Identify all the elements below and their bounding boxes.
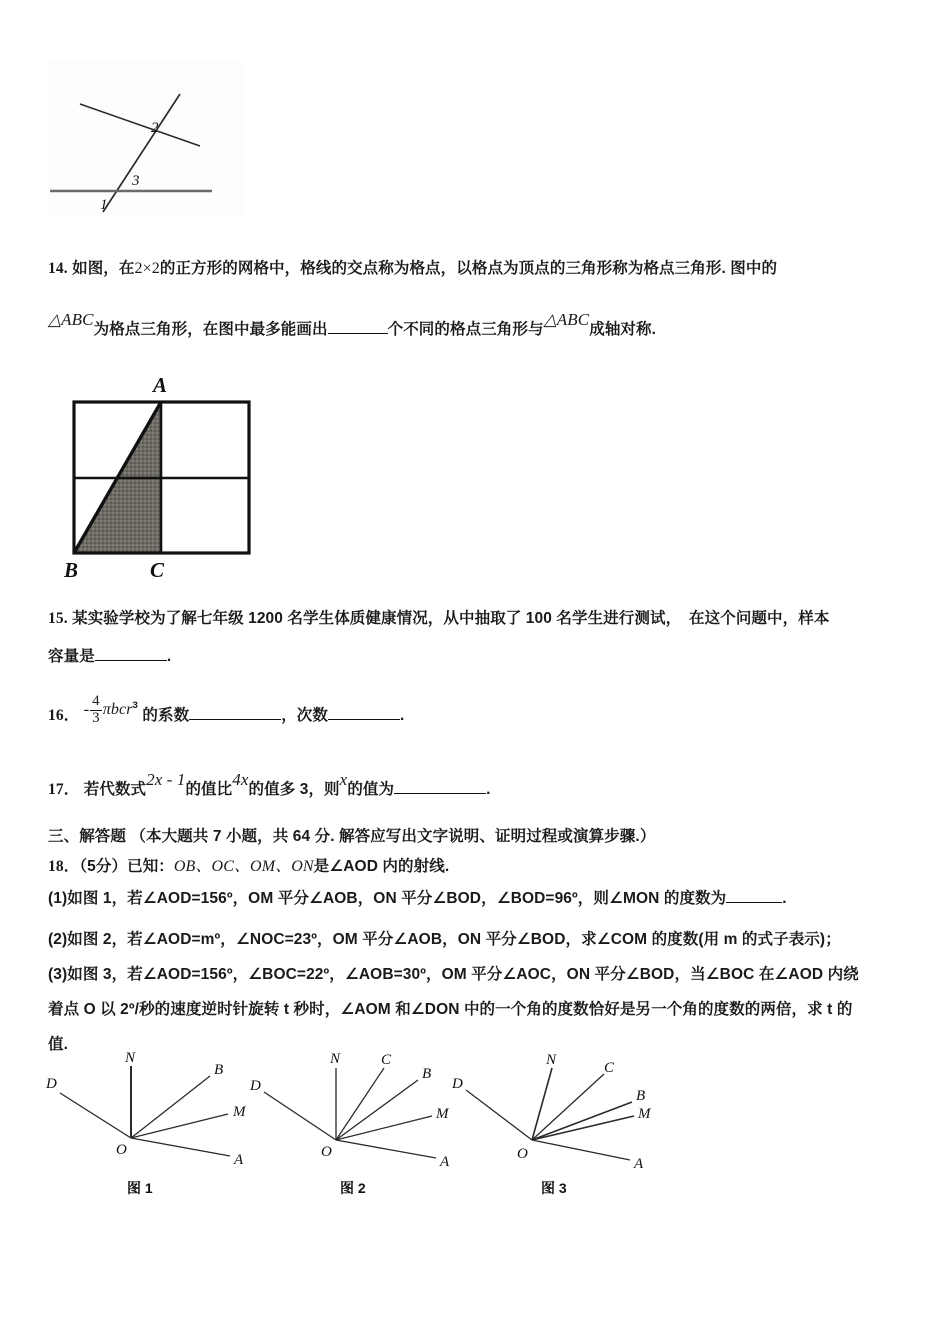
section-3-heading: 三、解答题 （本大题共 7 小题，共 64 分. 解答应写出文字说明、证明过程或演算步骤.） xyxy=(48,828,656,845)
question-18-stem-b: 是∠AOD 内的射线. xyxy=(313,858,450,875)
question-14-text-a: 如图，在 xyxy=(72,260,135,277)
question-14-answer-blank-1[interactable] xyxy=(328,333,388,334)
question-17-expression-2: 4x xyxy=(232,770,249,789)
ray-label-o: O xyxy=(517,1146,528,1162)
question-16-number: 16． xyxy=(48,707,80,725)
figure-caption-2: 图 2 xyxy=(340,1180,366,1196)
question-18-part-3-line-1: (3)如图 3，若∠AOD=156º，∠BOC=22º，∠AOB=30º，OM 平分∠AOC，ON 平分∠BOD，当∠BOC 在∠AOD 内绕 xyxy=(48,966,859,983)
question-15-text-b: 容量是 xyxy=(48,648,95,665)
figure-caption-3: 图 3 xyxy=(541,1180,567,1196)
question-14-text-d: 个不同的格点三角形与 xyxy=(387,321,544,338)
question-14-text-c: 为格点三角形，在图中最多能画出 xyxy=(93,321,328,338)
question-16-fraction xyxy=(90,694,102,727)
two-transversals-figure xyxy=(48,60,244,218)
question-18-part-2: (2)如图 2，若∠AOD=mº，∠NOC=23º，OM 平分∠AOB，ON 平分∠BOD，求∠COM 的度数(用 m 的式子表示)； xyxy=(48,931,841,948)
fraction-numerator: 4 xyxy=(92,692,100,709)
svg-text:B: B xyxy=(64,558,79,582)
question-16-text-a: 的系数 xyxy=(142,707,190,725)
question-16 xyxy=(48,692,405,733)
ray-label-o: O xyxy=(116,1142,127,1158)
question-14-number: 14. xyxy=(48,260,68,277)
question-14-line-1 xyxy=(48,252,777,286)
ray-label-m: M xyxy=(436,1106,449,1122)
svg-text:1: 1 xyxy=(100,197,108,213)
question-16-expression: πbcr xyxy=(102,701,133,719)
ray-label-o: O xyxy=(321,1144,332,1160)
question-18-part-1-blank[interactable] xyxy=(726,902,782,903)
question-14-grid-size: 2×2 xyxy=(134,260,160,277)
question-18-part-1-period: . xyxy=(782,890,787,907)
question-18-stem xyxy=(48,850,449,884)
question-15-line-1 xyxy=(48,602,829,636)
question-15-number: 15. xyxy=(48,610,68,627)
svg-text:3: 3 xyxy=(132,173,140,189)
question-18-part-1-text: (1)如图 1，若∠AOD=156º，OM 平分∠AOB，ON 平分∠BOD，∠BOD=96º，则∠MON 的度数为 xyxy=(48,890,727,907)
ray-label-c: C xyxy=(604,1060,615,1076)
question-16-answer-blank-2[interactable] xyxy=(328,719,400,720)
ray-label-d: D xyxy=(250,1078,261,1094)
ray-label-c: C xyxy=(381,1052,392,1068)
ray-label-m: M xyxy=(638,1106,651,1122)
question-15-answer-blank[interactable] xyxy=(95,660,167,661)
ray-label-b: B xyxy=(636,1088,646,1104)
ray-label-m: M xyxy=(233,1104,246,1120)
question-14-triangle-abc-2: △ABC xyxy=(543,310,590,329)
fraction-denominator: 3 xyxy=(92,709,100,726)
ray-figure-3 xyxy=(452,1048,692,1213)
question-15-text: 某实验学校为了解七年级 1200 名学生体质健康情况，从中抽取了 100 名学生进行测试， 在这个问题中，样本 xyxy=(72,610,830,627)
question-17-number: 17． xyxy=(48,781,80,798)
question-17-text-c: 的值多 3，则 xyxy=(248,781,340,798)
question-18-stem-a: 已知： xyxy=(127,858,174,875)
question-16-answer-blank-1[interactable] xyxy=(189,719,281,720)
question-14-text-b: 的正方形的网格中，格线的交点称为格点，以格点为顶点的三角形称为格点三角形. 图中的 xyxy=(159,260,778,277)
ray-label-d: D xyxy=(46,1076,57,1092)
svg-text:A: A xyxy=(153,373,168,397)
question-18-part-1 xyxy=(48,882,787,916)
question-15-period: . xyxy=(166,648,172,665)
svg-text:2: 2 xyxy=(151,120,159,136)
question-18-number: 18． xyxy=(48,858,80,875)
question-18-part-3-line-3: 值. xyxy=(48,1036,69,1053)
question-17-expression-3: x xyxy=(339,770,348,789)
grid-triangle-figure xyxy=(64,368,254,583)
question-14-triangle-abc-1: △ABC xyxy=(48,310,94,329)
question-16-exponent: 3 xyxy=(132,700,138,711)
question-15-line-2 xyxy=(48,640,171,674)
ray-label-n: N xyxy=(546,1052,557,1068)
question-17 xyxy=(48,772,491,807)
ray-label-n: N xyxy=(330,1051,341,1067)
svg-text:C: C xyxy=(150,558,165,582)
ray-label-b: B xyxy=(214,1062,224,1078)
question-16-text-b: ，次数 xyxy=(281,707,329,725)
figure-caption-1: 图 1 xyxy=(127,1180,153,1196)
question-17-expression-1: 2x - 1 xyxy=(146,770,186,789)
question-16-text-c: . xyxy=(400,707,405,725)
ray-label-d: D xyxy=(452,1076,463,1092)
question-14-text-e: 成轴对称. xyxy=(589,321,657,338)
question-17-text-b: 的值比 xyxy=(185,781,233,798)
ray-figure-1 xyxy=(40,1048,280,1213)
ray-label-n: N xyxy=(125,1050,136,1066)
ray-label-a: A xyxy=(634,1156,644,1172)
ray-label-a: A xyxy=(234,1152,244,1168)
question-18-rays: OB、OC、OM、ON xyxy=(173,858,314,875)
question-17-answer-blank[interactable] xyxy=(394,793,486,794)
question-17-text-d: 的值为 xyxy=(347,781,395,798)
question-17-text-e: . xyxy=(486,781,491,798)
question-18-score: （5分） xyxy=(79,858,128,875)
question-18-part-3-line-2: 着点 O 以 2º/秒的速度逆时针旋转 t 秒时，∠AOM 和∠DON 中的一个角的度数恰好是另一个角的度数的两倍，求 t 的 xyxy=(48,1001,853,1018)
ray-label-b: B xyxy=(422,1066,432,1082)
question-17-text-a: 若代数式 xyxy=(83,781,147,798)
ray-label-a: A xyxy=(440,1154,450,1170)
question-14-line-2 xyxy=(48,312,656,347)
question-16-sign: - xyxy=(83,701,90,719)
